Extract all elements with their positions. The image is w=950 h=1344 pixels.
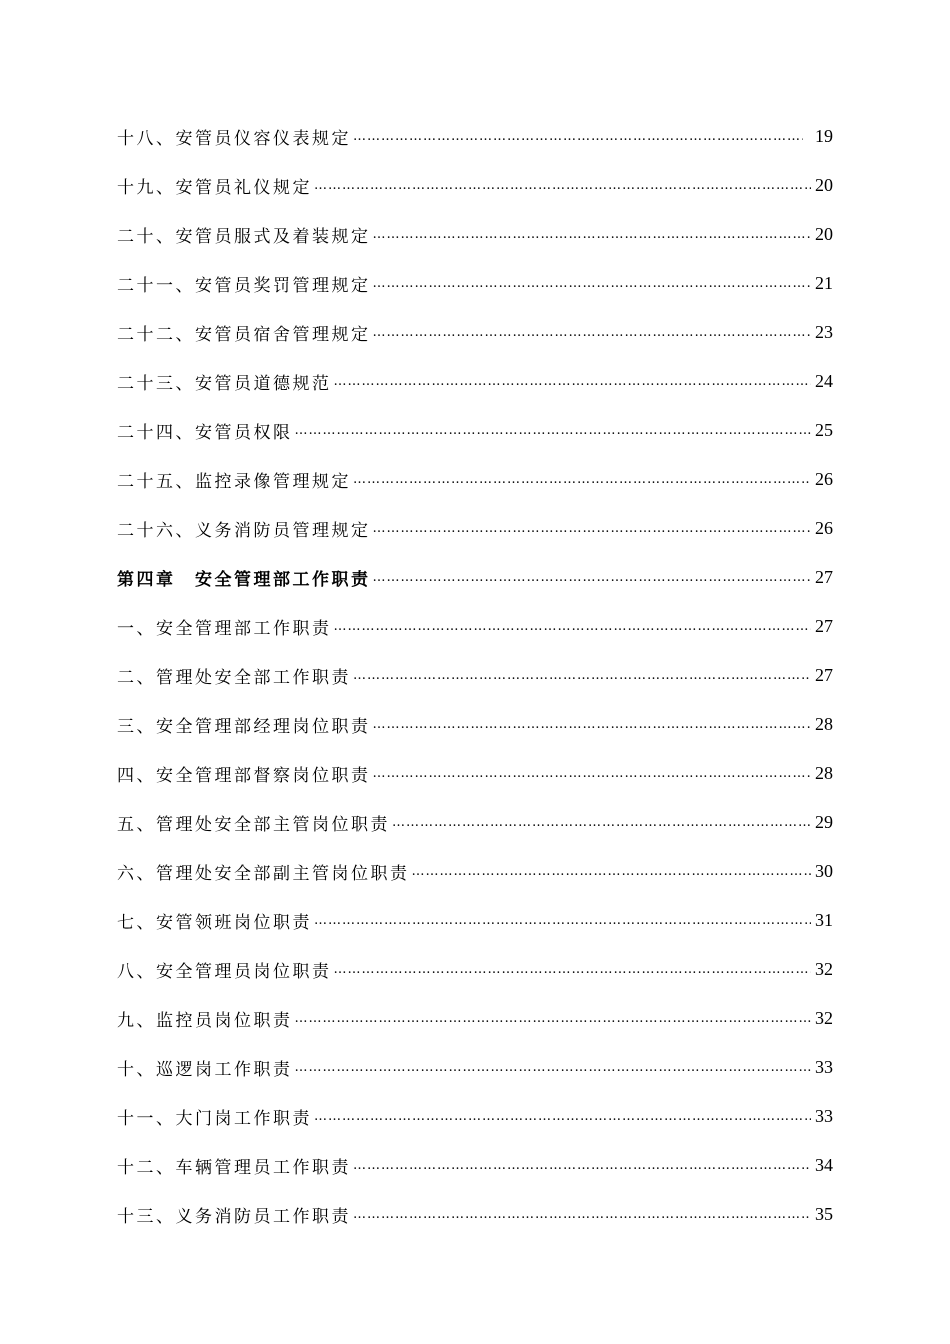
toc-entry-page: 27 [815,616,833,636]
toc-entry-title: 十一、大门岗工作职责 [117,1109,312,1129]
toc-dot-leader [332,374,812,389]
toc-entry-page: 25 [815,420,833,440]
toc-entry-title: 二十三、安管员道德规范 [117,374,332,394]
toc-entry[interactable] [117,504,833,553]
toc-entry-title: 一、安全管理部工作职责 [117,619,332,639]
toc-entry-page: 33 [815,1057,833,1077]
toc-dot-leader [332,619,812,634]
toc-dot-leader [351,668,811,683]
toc-entry-title: 十、巡逻岗工作职责 [117,1060,293,1080]
toc-entry-title: 七、安管领班岗位职责 [117,913,312,933]
toc-entry[interactable] [117,651,833,700]
table-of-contents [117,112,833,1239]
toc-entry-title: 二十六、义务消防员管理规定 [117,521,371,541]
toc-entry-page: 29 [815,812,833,832]
toc-dot-leader [390,815,811,830]
toc-entry[interactable] [117,700,833,749]
toc-entry-title: 四、安全管理部督察岗位职责 [117,766,371,786]
toc-dot-leader [371,276,812,291]
toc-dot-leader [351,129,803,144]
toc-entry[interactable] [117,210,833,259]
toc-dot-leader [371,521,812,536]
toc-entry-page: 27 [815,567,833,587]
toc-chapter-title: 第四章 安全管理部工作职责 [117,570,371,590]
toc-entry-title: 三、安全管理部经理岗位职责 [117,717,371,737]
toc-dot-leader [351,472,811,487]
toc-entry-page: 24 [815,371,833,391]
toc-dot-leader [371,766,812,781]
toc-dot-leader [312,178,811,193]
toc-entry[interactable] [117,602,833,651]
toc-entry-page: 20 [815,175,833,195]
toc-entry-page: 26 [815,469,833,489]
toc-entry-title: 二十二、安管员宿舍管理规定 [117,325,371,345]
toc-entry-title: 五、管理处安全部主管岗位职责 [117,815,390,835]
toc-entry-page: 28 [815,763,833,783]
toc-entry[interactable] [117,945,833,994]
toc-entry-page: 31 [815,910,833,930]
toc-entry[interactable] [117,357,833,406]
toc-dot-leader [351,1158,811,1173]
toc-dot-leader [332,962,812,977]
toc-entry[interactable] [117,1092,833,1141]
toc-entry[interactable] [117,798,833,847]
toc-dot-leader [410,864,812,879]
toc-dot-leader [371,717,812,732]
toc-entry-title: 八、安全管理员岗位职责 [117,962,332,982]
toc-entry-page: 20 [815,224,833,244]
toc-entry[interactable] [117,1043,833,1092]
toc-entry-title: 二十五、监控录像管理规定 [117,472,351,492]
toc-entry-page: 35 [815,1204,833,1224]
toc-dot-leader [293,1060,812,1075]
toc-entry[interactable] [117,896,833,945]
toc-entry-page: 28 [815,714,833,734]
toc-chapter-entry[interactable] [117,553,833,602]
toc-entry-title: 二十四、安管员权限 [117,423,293,443]
toc-dot-leader [312,913,811,928]
toc-dot-leader [293,1011,812,1026]
toc-entry[interactable] [117,161,833,210]
toc-entry[interactable] [117,994,833,1043]
toc-dot-leader [312,1109,811,1124]
toc-entry-page: 30 [815,861,833,881]
toc-entry[interactable] [117,406,833,455]
toc-entry-page: 26 [815,518,833,538]
toc-entry-title: 二、管理处安全部工作职责 [117,668,351,688]
toc-entry[interactable] [117,308,833,357]
toc-entry[interactable] [117,455,833,504]
toc-dot-leader [371,570,812,585]
toc-entry-title: 九、监控员岗位职责 [117,1011,293,1031]
toc-entry-page: 23 [815,322,833,342]
toc-entry-title: 十八、安管员仪容仪表规定 [117,129,351,149]
toc-dot-leader [371,325,812,340]
toc-entry-page: 34 [815,1155,833,1175]
toc-entry[interactable] [117,259,833,308]
toc-entry-title: 十二、车辆管理员工作职责 [117,1158,351,1178]
toc-entry-page: 19 [815,126,833,146]
toc-entry[interactable] [117,847,833,896]
toc-entry[interactable] [117,1141,833,1190]
toc-entry[interactable] [117,749,833,798]
toc-entry-page: 32 [815,959,833,979]
toc-dot-leader [293,423,812,438]
toc-entry[interactable] [117,112,833,161]
toc-entry-page: 27 [815,665,833,685]
toc-entry-title: 十九、安管员礼仪规定 [117,178,312,198]
toc-entry-title: 二十、安管员服式及着装规定 [117,227,371,247]
toc-entry-page: 33 [815,1106,833,1126]
toc-entry-page: 32 [815,1008,833,1028]
toc-entry-page: 21 [815,273,833,293]
toc-entry-title: 十三、义务消防员工作职责 [117,1207,351,1227]
toc-dot-leader [351,1207,811,1222]
toc-entry[interactable] [117,1190,833,1239]
toc-entry-title: 六、管理处安全部副主管岗位职责 [117,864,410,884]
toc-entry-title: 二十一、安管员奖罚管理规定 [117,276,371,296]
toc-dot-leader [371,227,812,242]
